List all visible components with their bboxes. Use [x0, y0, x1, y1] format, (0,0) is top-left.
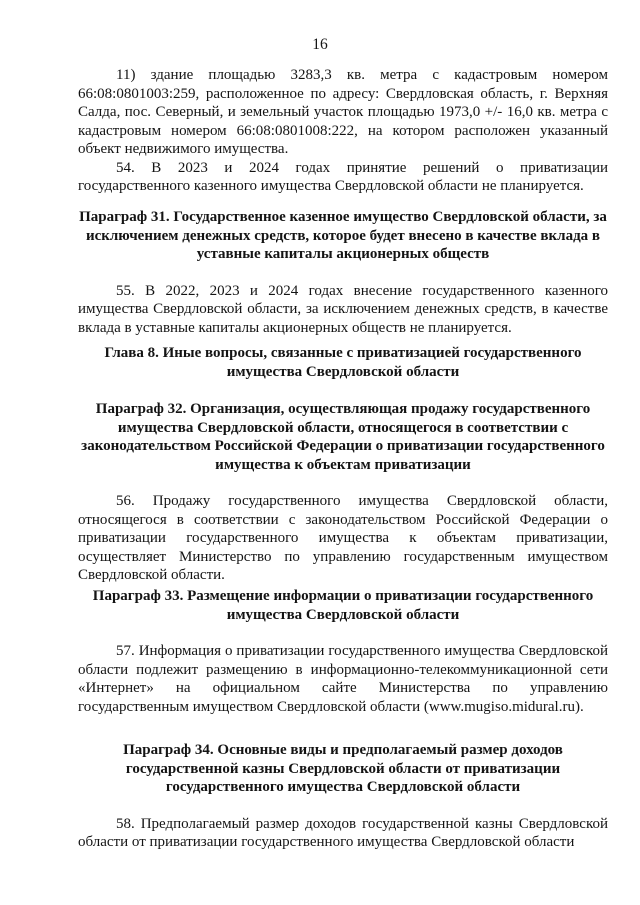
heading-paragraph-33: Параграф 33. Размещение информации о приватизации государственного имущества Свердловской области — [92, 588, 594, 623]
heading-chapter-8: Глава 8. Иные вопросы, связанные с приватизацией государственного имущества Свердловской области — [104, 345, 582, 380]
heading-paragraph-34: Параграф 34. Основные виды и предполагаемый размер доходов государственной казны Свердловской области от приватизации государственного имущества Свердловской области — [123, 742, 563, 795]
paragraph-54: 54. В 2023 и 2024 годах принятие решений о приватизации государственного казенного имущества Свердловской области не планируется. — [78, 159, 608, 194]
text-block-section-31 — [78, 208, 608, 337]
text-block-section-33 — [78, 587, 608, 716]
paragraph-57: 57. Информация о приватизации государственного имущества Свердловской области подлежит размещению в информационно-телекоммуникационной сети «Интернет» на официальном сайте Министерства по управлению государственным имуществом Свердловской области (www.mugiso.midural.ru). — [78, 643, 608, 715]
text-block-section-34 — [78, 741, 608, 852]
page-number: 16 — [312, 36, 328, 53]
paragraph-55: 55. В 2022, 2023 и 2024 годах внесение государственного казенного имущества Свердловской области, за исключением денежных средств, в качестве вклада в уставные капиталы акционерных обществ не планируется. — [78, 282, 608, 336]
heading-paragraph-32: Параграф 32. Организация, осуществляющая продажу государственного имущества Свердловской области, относящегося в соответствии с законодательством Российской Федерации о приватизации государственного имущества к объектам приватизации — [81, 401, 605, 473]
text-block-top — [78, 66, 608, 196]
text-block-chapter-8 — [78, 344, 608, 585]
paragraph-58: 58. Предполагаемый размер доходов государственной казны Свердловской области от приватизации государственного имущества Свердловской области — [78, 815, 608, 850]
paragraph-item-11: 11) здание площадью 3283,3 кв. метра с кадастровым номером 66:08:0801003:259, расположенное по адресу: Свердловская область, г. Верхняя Салда, пос. Северный, и земельный участок площадью 1973,0 +/- 16,0 кв. метра с кадастровым номером 66:08:0801008:222, на котором расположен указанный объект недвижимого имущества. — [78, 67, 608, 157]
paragraph-56: 56. Продажу государственного имущества Свердловской области, относящегося в соответствии с законодательством Российской Федерации о приватизации государственного имущества к объектам приватизации, осуществляет Министерство по управлению государственным имуществом Свердловской области. — [78, 493, 608, 583]
heading-paragraph-31: Параграф 31. Государственное казенное имущество Свердловской области, за исключением денежных средств, которое будет внесено в качестве вклада в уставные капиталы акционерных обществ — [79, 209, 607, 262]
